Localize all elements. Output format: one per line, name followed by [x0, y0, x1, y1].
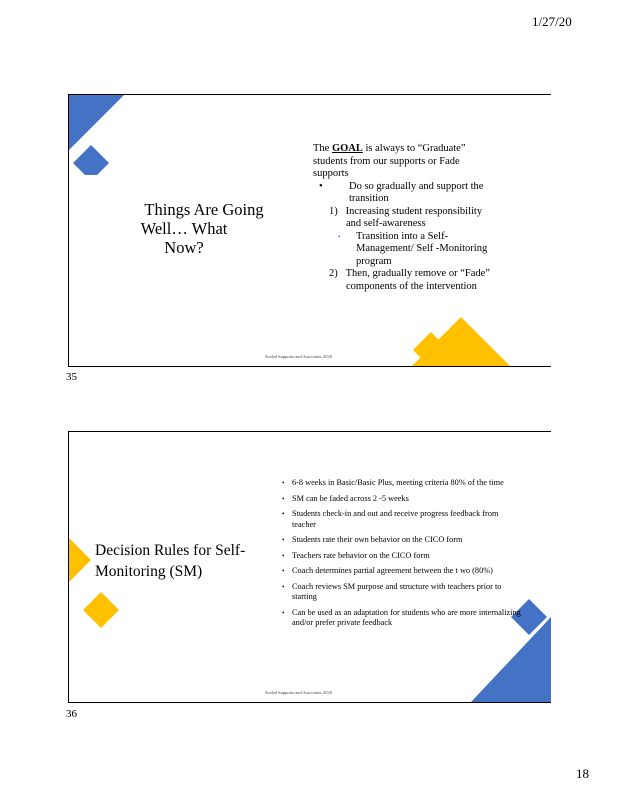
bullet-dot: • [338, 232, 341, 241]
body-line: program [356, 255, 392, 267]
list-item: • 6-8 weeks in Basic/Basic Plus, meeting criteria 80% of the time [282, 478, 504, 487]
gold-corner-decoration [409, 317, 551, 366]
body-line: components of the intervention [346, 280, 477, 292]
list-item: • Students check-in and out and receive progress feedback from teacher [282, 509, 499, 529]
list-item-text: Coach reviews SM purpose and structure with teachers prior to starting [292, 581, 502, 601]
body-line: Then, gradually remove or “Fade” [345, 268, 490, 279]
list-item-text: Teachers rate behavior on the CICO form [292, 550, 430, 560]
slide-number: 35 [66, 371, 77, 383]
slide-footer: Scaled Supports and Associates 2020 [265, 354, 332, 359]
slide-36 [68, 431, 551, 703]
goal-emphasis: GOAL [331, 143, 363, 154]
slide-number: 36 [66, 708, 77, 720]
body-line: Transition into a Self- [356, 230, 449, 242]
page-number: 18 [576, 766, 589, 781]
list-item: • Coach determines partial agreement between the t wo (80%) [282, 566, 493, 575]
slide-35-title [89, 200, 279, 257]
slide-footer: Scaled Supports and Associates 2020 [265, 690, 332, 695]
blue-corner-decoration [69, 95, 139, 175]
body-line-goal: The GOAL is always to “Graduate” [313, 143, 466, 154]
decision-rules-list [282, 478, 522, 634]
list-item-text: SM can be faded across 2 -5 weeks [292, 493, 409, 503]
list-item: • Teachers rate behavior on the CICO form [282, 550, 430, 560]
body-line: transition [349, 193, 389, 204]
slide-36-title [95, 540, 270, 582]
numbered-item-2: 2) Then, gradually remove or “Fade” [329, 268, 490, 279]
list-item-text: Can be used as an adaptation for students who are more internalizing and/or prefer private feedback [292, 607, 521, 627]
list-item: • Coach reviews SM purpose and structure with teachers prior to starting [282, 581, 502, 601]
title-line: Monitoring (SM) [95, 563, 203, 580]
date: 1/27/20 [532, 14, 572, 29]
numbered-item-1: 1) Increasing student responsibility [329, 205, 483, 217]
list-item-text: Students check-in and out and receive progress feedback from teacher [292, 509, 499, 529]
bullet-item [313, 181, 518, 194]
bullet-dot: • [319, 180, 323, 192]
body-line: Increasing student responsibility [345, 205, 483, 217]
body-line: Management/ Self -Monitoring [356, 243, 488, 254]
title-line: Well… What [140, 219, 228, 238]
slide-35-body [313, 143, 518, 293]
body-line: and self-awareness [346, 218, 426, 229]
body-line: supports [313, 168, 349, 179]
body-line: students from our supports or Fade [313, 155, 460, 167]
sub-bullet-item [313, 231, 518, 244]
list-item-text: Coach determines partial agreement between the t wo (80%) [292, 566, 493, 575]
title-line: Decision Rules for Self- [95, 542, 246, 559]
list-item: • SM can be faded across 2 -5 weeks [282, 493, 409, 503]
list-item-text: 6-8 weeks in Basic/Basic Plus, meeting criteria 80% of the time [292, 478, 504, 487]
body-line: Do so gradually and support the [349, 180, 484, 192]
list-item: • Can be used as an adaptation for students who are more internalizing and/or prefer private feedback [282, 607, 521, 627]
title-line: Things Are Going [144, 200, 264, 219]
list-item: • Students rate their own behavior on the CICO form [282, 535, 463, 544]
title-line: Now? [164, 238, 204, 257]
list-item-text: Students rate their own behavior on the CICO form [292, 535, 463, 544]
slide-35 [68, 94, 551, 367]
